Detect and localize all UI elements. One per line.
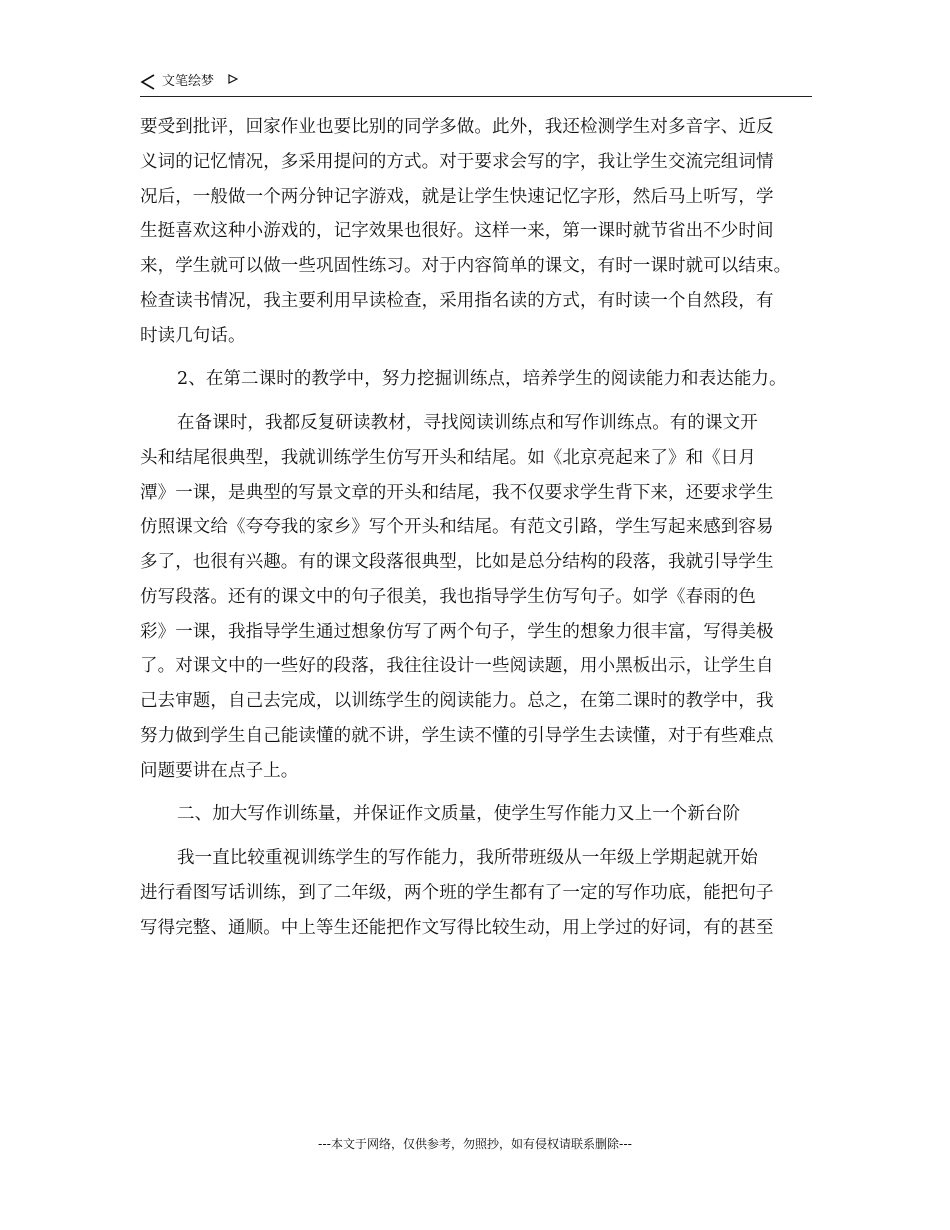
document-body [140, 110, 816, 945]
text-line: 仿写段落。还有的课文中的句子很美，我也指导学生仿写句子。如学《春雨的色 [140, 586, 756, 607]
text-line: 己去审题，自己去完成，以训练学生的阅读能力。总之，在第二课时的教学中，我 [140, 691, 774, 711]
text-line: 义词的记忆情况，多采用提问的方式。对于要求会写的字，我让学生交流完组词情 [140, 151, 774, 172]
text-line: 仿照课文给《夸夸我的家乡》写个开头和结尾。有范文引路，学生写起来感到容易 [140, 517, 774, 538]
right-arrow-icon [228, 74, 238, 84]
footer-notice: ---本文于网络，仅供参考，勿照抄，如有侵权请联系删除--- [318, 1137, 632, 1151]
text-line: 了。对课文中的一些好的段落，我往往设计一些阅读题，用小黑板出示，让学生自 [140, 656, 774, 677]
text-line: 生挺喜欢这种小游戏的，记字效果也很好。这样一来，第一课时就节省出不少时间 [140, 221, 774, 242]
text-line: 写得完整、通顺。中上等生还能把作文写得比较生动，用上学过的好词，有的甚至 [140, 917, 774, 938]
text-line: 多了，也很有兴趣。有的课文段落很典型，比如是总分结构的段落，我就引导学生 [140, 552, 774, 572]
text-line: 况后，一般做一个两分钟记字游戏，就是让学生快速记忆字形，然后马上听写，学 [140, 186, 774, 207]
text-line: 时读几句话。 [140, 325, 246, 346]
section-heading: 2、在第二课时的教学中，努力挖掘训练点，培养学生的阅读能力和表达能力。 [177, 369, 787, 390]
text-line: 来，学生就可以做一些巩固性练习。对于内容简单的课文，有时一课时就可以结束。 [140, 256, 792, 276]
left-arrow-icon [140, 74, 156, 90]
text-line: 检查读书情况，我主要利用早读检查，采用指名读的方式，有时读一个自然段，有 [140, 290, 774, 311]
text-line: 努力做到学生自己能读懂的就不讲，学生读不懂的引导学生去读懂，对于有些难点 [140, 725, 774, 746]
text-line: 问题要讲在点子上。 [140, 760, 299, 781]
text-line: 进行看图写话训练，到了二年级，两个班的学生都有了一定的写作功底，能把句子 [140, 882, 774, 903]
text-line: 我一直比较重视训练学生的写作能力，我所带班级从一年级上学期起就开始 [177, 848, 758, 868]
text-line: 潭》一课，是典型的写景文章的开头和结尾，我不仅要求学生背下来，还要求学生 [140, 482, 774, 503]
header-title: 文笔绘梦 [162, 74, 215, 89]
page-header [140, 72, 812, 97]
section-heading: 二、加大写作训练量，并保证作文质量，使学生写作能力又上一个新台阶 [177, 804, 741, 825]
text-line: 头和结尾很典型，我就训练学生仿写开头和结尾。如《北京亮起来了》和《日月 [140, 447, 756, 468]
text-line: 在备课时，我都反复研读教材，寻找阅读训练点和写作训练点。有的课文开 [177, 413, 758, 433]
text-line: 要受到批评，回家作业也要比别的同学多做。此外，我还检测学生对多音字、近反 [140, 117, 774, 137]
text-line: 彩》一课，我指导学生通过想象仿写了两个句子，学生的想象力很丰富，写得美极 [140, 621, 774, 642]
